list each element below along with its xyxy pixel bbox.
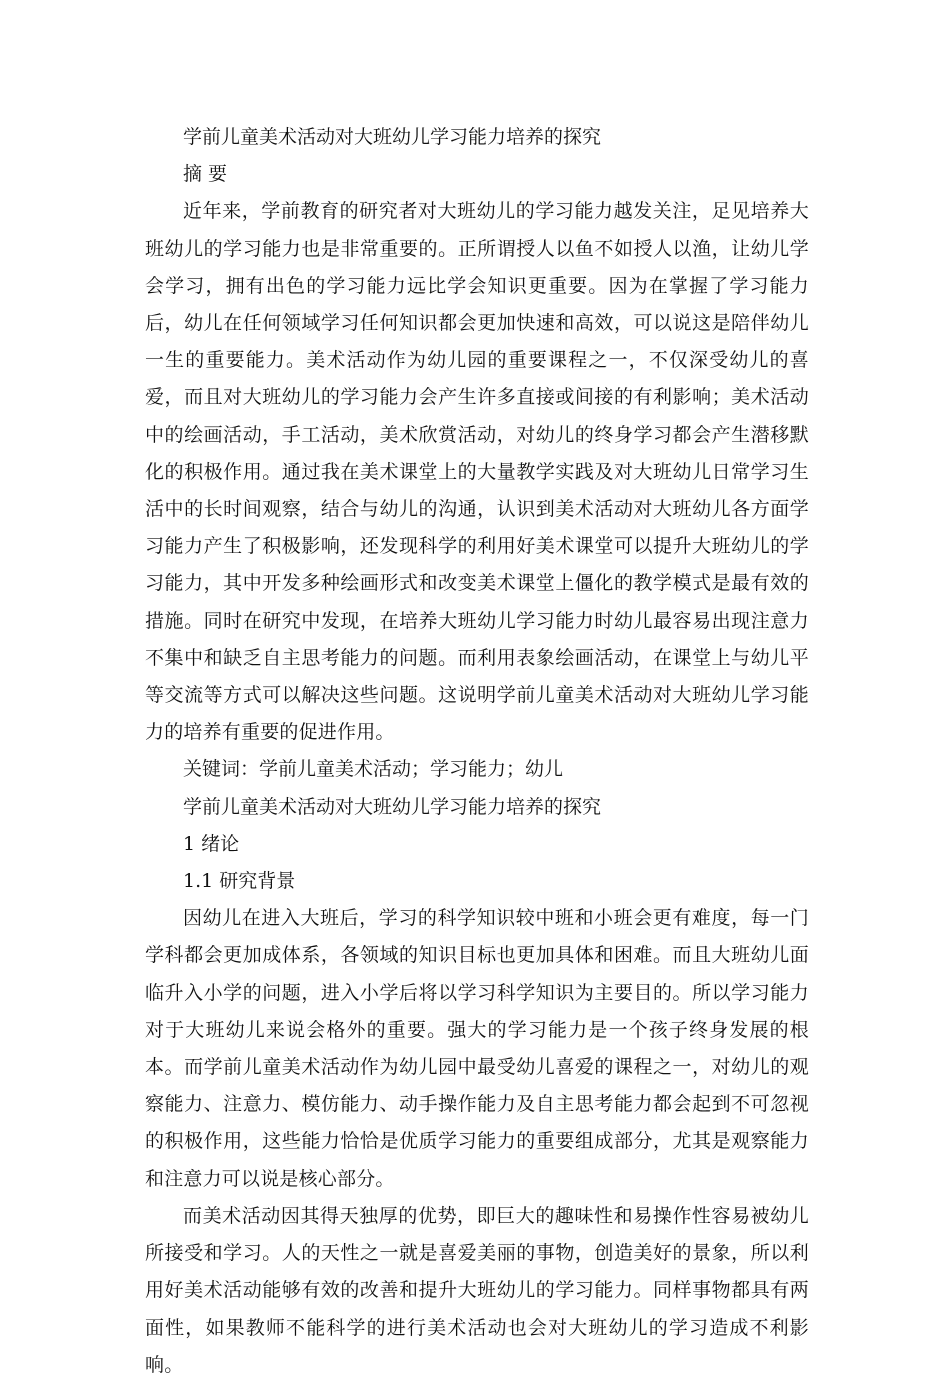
repeated-title: 学前儿童美术活动对大班幼儿学习能力培养的探究	[183, 795, 602, 818]
subsection-heading-research-background: 1.1 研究背景	[183, 870, 296, 893]
keywords-line: 关键词：学前儿童美术活动；学习能力；幼儿	[183, 758, 564, 781]
abstract-heading: 摘 要	[183, 163, 228, 186]
body-paragraph-1: 因幼儿在进入大班后，学习的科学知识较中班和小班会更有难度，每一门学科都会更加成体系，各领域的知识目标也更加具体和困难。而且大班幼儿面临升入小学的问题，进入小学后将以学习科学知识为主要目的。所以学习能力对于大班幼儿来说会格外的重要。强大的学习能力是一个孩子终身发展的根本。而学前儿童美术活动作为幼儿园中最受幼儿喜爱的课程之一，对幼儿的观察能力、注意力、模仿能力、动手操作能力及自主思考能力都会起到不可忽视的积极作用，这些能力恰恰是优质学习能力的重要组成部分，尤其是观察能力和注意力可以说是核心部分。	[145, 907, 809, 1190]
document-title: 学前儿童美术活动对大班幼儿学习能力培养的探究	[183, 126, 602, 148]
section-heading-introduction: 1 绪论	[183, 832, 240, 855]
document-page	[145, 119, 809, 1384]
body-paragraph-2: 而美术活动因其得天独厚的优势，即巨大的趣味性和易操作性容易被幼儿所接受和学习。人的天性之一就是喜爱美丽的事物，创造美好的景象，所以利用好美术活动能够有效的改善和提升大班幼儿的学习能力。同样事物都具有两面性，如果教师不能科学的进行美术活动也会对大班幼儿的学习造成不利影响。	[145, 1204, 809, 1376]
abstract-paragraph: 近年来，学前教育的研究者对大班幼儿的学习能力越发关注，足见培养大班幼儿的学习能力也是非常重要的。正所谓授人以鱼不如授人以渔，让幼儿学会学习，拥有出色的学习能力远比学会知识更重要。因为在掌握了学习能力后，幼儿在任何领域学习任何知识都会更加快速和高效，可以说这是陪伴幼儿一生的重要能力。美术活动作为幼儿园的重要课程之一，不仅深受幼儿的喜爱，而且对大班幼儿的学习能力会产生许多直接或间接的有利影响；美术活动中的绘画活动，手工活动，美术欣赏活动，对幼儿的终身学习都会产生潜移默化的积极作用。通过我在美术课堂上的大量教学实践及对大班幼儿日常学习生活中的长时间观察，结合与幼儿的沟通，认识到美术活动对大班幼儿各方面学习能力产生了积极影响，还发现科学的利用好美术课堂可以提升大班幼儿的学习能力，其中开发多种绘画形式和改变美术课堂上僵化的教学模式是最有效的措施。同时在研究中发现，在培养大班幼儿学习能力时幼儿最容易出现注意力不集中和缺乏自主思考能力的问题。而利用表象绘画活动，在课堂上与幼儿平等交流等方式可以解决这些问题。这说明学前儿童美术活动对大班幼儿学习能力的培养有重要的促进作用。	[145, 200, 809, 744]
